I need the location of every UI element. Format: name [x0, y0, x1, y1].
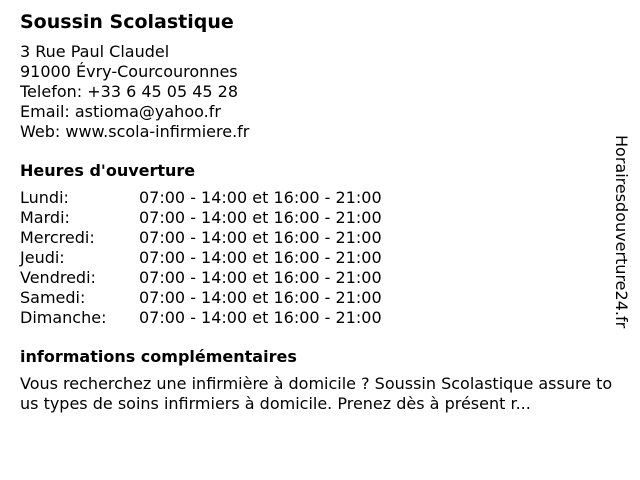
hours-day: Samedi:	[20, 288, 86, 307]
hours-row-thursday	[20, 248, 620, 268]
business-name: Soussin Scolastique	[20, 11, 234, 33]
address-line-1: 3 Rue Paul Claudel	[20, 42, 170, 61]
hours-day: Lundi:	[20, 188, 69, 207]
web-line: Web: www.scola-infirmiere.fr	[20, 122, 250, 141]
extra-info-heading: informations complémentaires	[20, 347, 297, 366]
hours-row-saturday	[20, 288, 620, 308]
hours-day: Vendredi:	[20, 268, 96, 287]
hours-day: Jeudi:	[20, 248, 65, 267]
hours-time: 07:00 - 14:00 et 16:00 - 21:00	[139, 228, 382, 247]
extra-info-description: Vous recherchez une infirmière à domicile ? Soussin Scolastique assure tous types de soins infirmiers à domicile. Prenez dès à présent r...	[20, 374, 613, 413]
hours-row-wednesday	[20, 228, 620, 248]
hours-row-monday	[20, 188, 620, 208]
hours-day: Dimanche:	[20, 308, 107, 327]
hours-time: 07:00 - 14:00 et 16:00 - 21:00	[139, 248, 382, 267]
hours-day: Mercredi:	[20, 228, 95, 247]
business-card	[20, 9, 620, 414]
hours-time: 07:00 - 14:00 et 16:00 - 21:00	[139, 288, 382, 307]
hours-time: 07:00 - 14:00 et 16:00 - 21:00	[139, 308, 382, 327]
address-line-2: 91000 Évry-Courcouronnes	[20, 62, 238, 81]
hours-time: 07:00 - 14:00 et 16:00 - 21:00	[139, 188, 382, 207]
hours-row-tuesday	[20, 208, 620, 228]
watermark-text: Horairesdouverture24.fr	[612, 135, 631, 329]
hours-table	[20, 188, 620, 328]
hours-time: 07:00 - 14:00 et 16:00 - 21:00	[139, 268, 382, 287]
hours-row-sunday	[20, 308, 620, 328]
hours-time: 07:00 - 14:00 et 16:00 - 21:00	[139, 208, 382, 227]
email-line: Email: astioma@yahoo.fr	[20, 102, 221, 121]
hours-row-friday	[20, 268, 620, 288]
phone-line: Telefon: +33 6 45 05 45 28	[20, 82, 239, 101]
hours-day: Mardi:	[20, 208, 70, 227]
hours-heading: Heures d'ouverture	[20, 161, 196, 180]
